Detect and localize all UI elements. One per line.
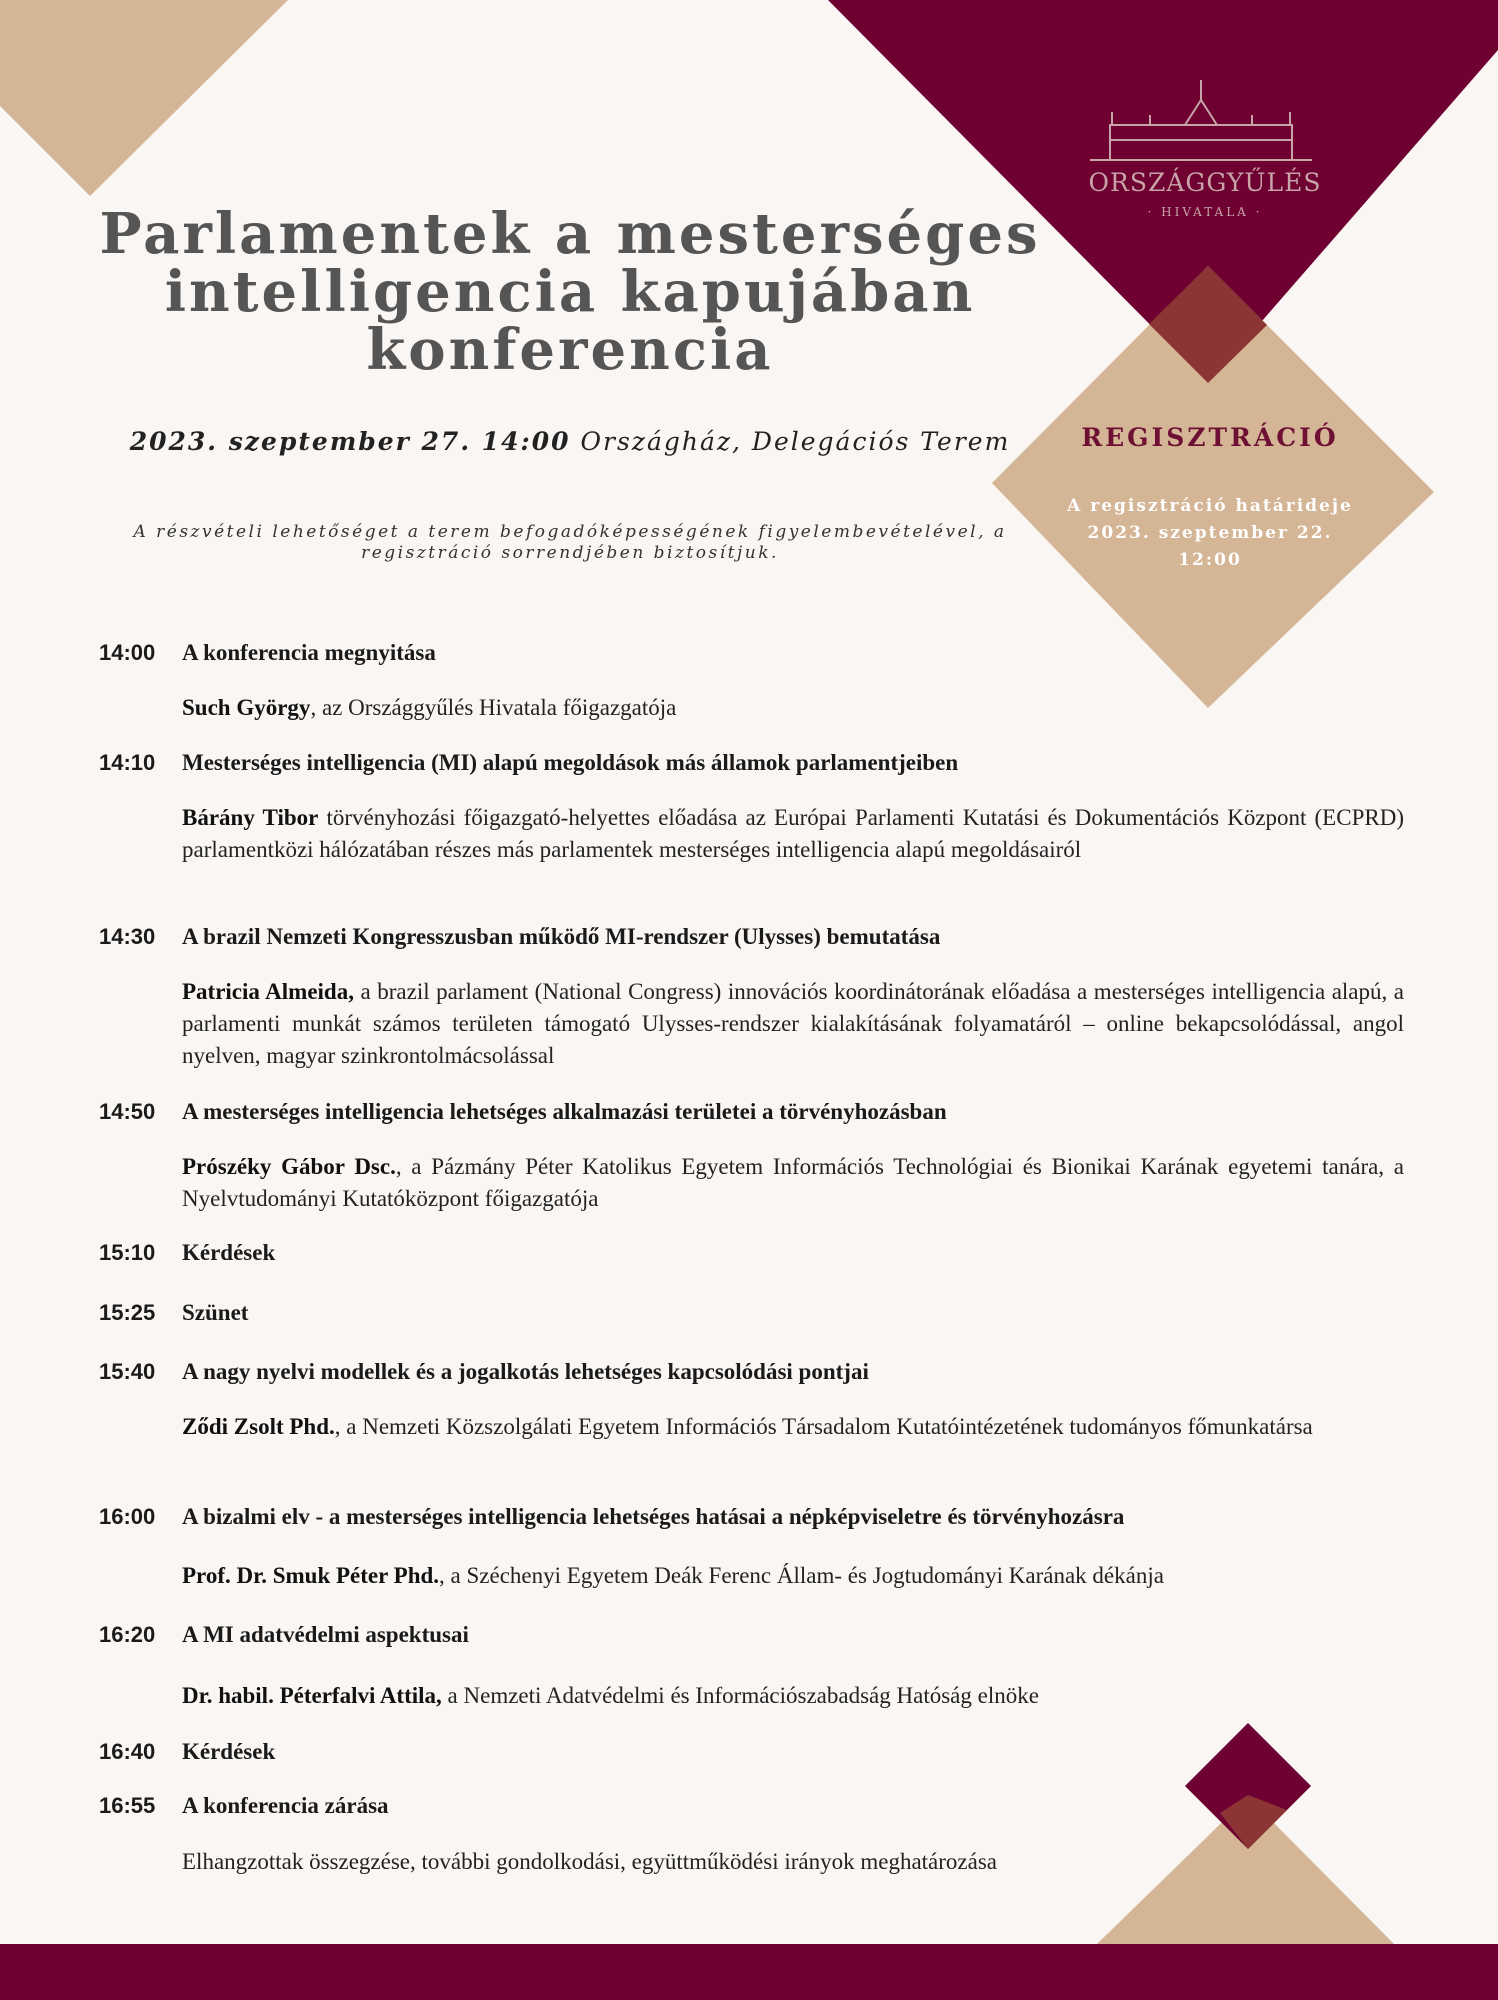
speaker-role: , a Széchenyi Egyetem Deák Ferenc Állam- és Jogtudományi Karának dékánja xyxy=(439,1563,1164,1588)
program-topic: Mesterséges intelligencia (MI) alapú megoldások más államok parlamentjeiben xyxy=(182,750,959,775)
program-topic: A MI adatvédelmi aspektusai xyxy=(182,1622,469,1647)
program-desc xyxy=(182,976,1404,1072)
program-topic: A konferencia megnyitása xyxy=(182,640,436,665)
program-desc xyxy=(182,802,1404,866)
event-datetime: 2023. szeptember 27. 14:00 xyxy=(129,427,571,456)
program-topic: A nagy nyelvi modellek és a jogalkotás lehetséges kapcsolódási pontjai xyxy=(182,1359,869,1384)
program-topic: A konferencia zárása xyxy=(182,1793,389,1818)
registration-info xyxy=(1050,493,1370,574)
speaker-name: Prof. Dr. Smuk Péter Phd. xyxy=(182,1563,440,1588)
speaker-name: Bárány Tibor xyxy=(182,805,319,830)
program-desc xyxy=(182,1680,1404,1712)
program-topic: A brazil Nemzeti Kongresszusban működő MI-rendszer (Ulysses) bemutatása xyxy=(182,924,941,949)
speaker-role: , az Országgyűlés Hivatala főigazgatója xyxy=(310,695,677,720)
registration-title: REGISZTRÁCIÓ xyxy=(1081,423,1339,452)
program-desc xyxy=(182,692,1404,724)
program-desc xyxy=(182,1560,1404,1592)
program-desc xyxy=(182,1411,1404,1443)
program-time: 15:40 xyxy=(99,1359,156,1384)
participation-note: A részvételi lehetőséget a terem befogadóképességének figyelembevételével, a regisztráció sorrendjében biztosítjuk. xyxy=(133,522,1007,563)
program-time: 16:55 xyxy=(99,1793,156,1818)
program-time: 14:00 xyxy=(99,640,156,665)
footer-bar xyxy=(0,1944,1498,2000)
registration-deadline-time: 12:00 xyxy=(1178,550,1242,570)
top-left-tan-triangle xyxy=(0,0,288,196)
speaker-name: Dr. habil. Péterfalvi Attila, xyxy=(182,1683,442,1708)
event-dateline xyxy=(60,427,1080,456)
program-time: 16:20 xyxy=(99,1622,156,1647)
program-time: 14:30 xyxy=(99,924,156,949)
speaker-role: , a Pázmány Péter Katolikus Egyetem Információs Technológiai és Bionikai Karának egyetemi tanára, a Nyelvtudományi Kutatóközpont főigazgatója xyxy=(182,1154,1404,1211)
program-desc xyxy=(182,1151,1404,1215)
program-time: 14:50 xyxy=(99,1099,156,1124)
speaker-role: törvényhozási főigazgató-helyettes előadása az Európai Parlamenti Kutatási és Dokumentációs Központ (ECPRD) parlamentközi hálózatában részes más parlamentek mesterséges intelligencia alapú megoldásairól xyxy=(182,805,1404,862)
program-time: 16:40 xyxy=(99,1739,156,1764)
title-line-3: konferencia xyxy=(366,317,774,383)
program-topic: Kérdések xyxy=(182,1739,276,1764)
program-time: 14:10 xyxy=(99,750,156,775)
program-topic: A bizalmi elv - a mesterséges intelligencia lehetséges hatásai a népképviseletre és törvényhozásra xyxy=(182,1504,1125,1529)
speaker-role: a Nemzeti Adatvédelmi és Információszabadság Hatóság elnöke xyxy=(441,1683,1039,1708)
title-line-1: Parlamentek a mesterséges xyxy=(99,201,1041,267)
logo-sub: · HIVATALA · xyxy=(1147,205,1263,219)
program-topic: A mesterséges intelligencia lehetséges alkalmazási területei a törvényhozásban xyxy=(182,1099,947,1124)
program-time: 16:00 xyxy=(99,1504,156,1529)
page-title xyxy=(60,201,1080,383)
program-time: 15:25 xyxy=(99,1300,156,1325)
speaker-role: , a Nemzeti Közszolgálati Egyetem Információs Társadalom Kutatóintézetének tudományos főmunkatársa xyxy=(334,1414,1313,1439)
program-topic: Kérdések xyxy=(182,1240,276,1265)
speaker-name: Such György xyxy=(182,695,311,720)
registration-deadline-label: A regisztráció határideje xyxy=(1067,496,1353,516)
registration-deadline-date: 2023. szeptember 22. xyxy=(1087,523,1333,543)
title-line-2: intelligencia kapujában xyxy=(164,259,976,325)
event-venue: Országház, Delegációs Terem xyxy=(580,427,1011,456)
logo-name: ORSZÁGGYŰLÉS xyxy=(1088,168,1322,197)
program-topic: Szünet xyxy=(182,1300,249,1325)
speaker-name: Prószéky Gábor Dsc. xyxy=(182,1154,396,1179)
speaker-role: a brazil parlament (National Congress) innovációs koordinátorának előadása a mesterséges intelligencia alapú, a parlamenti munkát számos területen támogató Ulysses-rendszer kialakításának folyamatáról – online bekapcsolódással, angol nyelven, magyar szinkrontolmácsolással xyxy=(182,979,1405,1068)
speaker-name: Patricia Almeida, xyxy=(182,979,354,1004)
program-desc: Elhangzottak összegzése, további gondolkodási, együttműködési irányok meghatározása xyxy=(182,1849,997,1874)
program-time: 15:10 xyxy=(99,1240,156,1265)
speaker-name: Ződi Zsolt Phd. xyxy=(182,1414,335,1439)
